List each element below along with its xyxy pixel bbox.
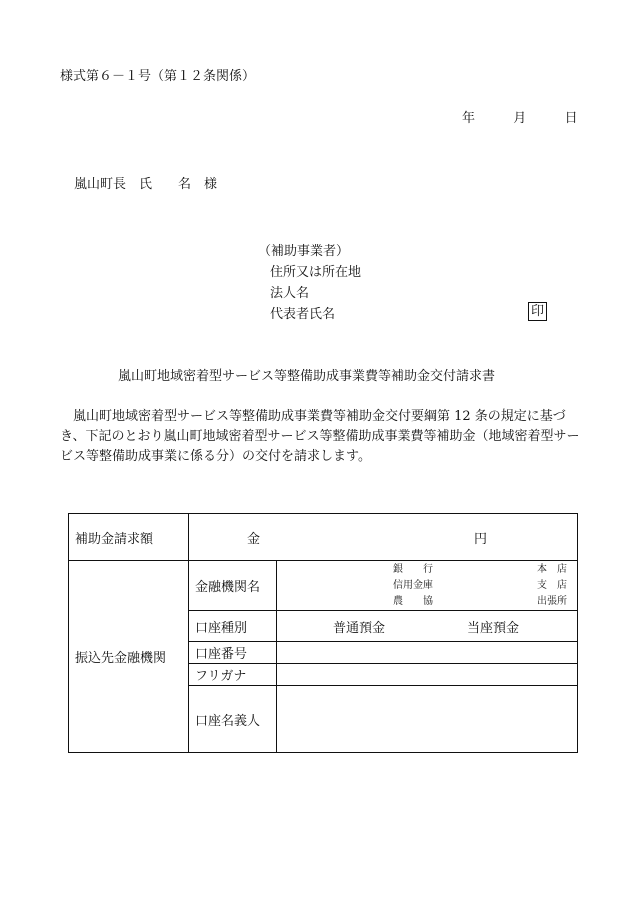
furigana-label: フリガナ [189,664,277,686]
applicant-heading: （補助事業者） [258,244,350,259]
institution-type: 信用金庫 [393,579,433,591]
date-line [462,112,578,125]
bank-section-label: 振込先金融機関 [69,561,189,753]
address-label: 住所又は所在地 [270,265,362,280]
branch-type: 出張所 [537,595,567,607]
furigana-cell[interactable] [277,664,578,686]
account-type-ordinary[interactable]: 普通預金 [333,620,386,636]
account-holder-label: 口座名義人 [189,686,277,753]
date-year: 年 [462,111,476,126]
amount-label: 補助金請求額 [69,514,189,561]
document-title: 嵐山町地域密着型サービス等整備助成事業費等補助金交付請求書 [118,369,496,384]
account-type-cell[interactable] [277,611,578,642]
institution-label: 金融機関名 [189,561,277,611]
institution-type: 銀 行 [393,563,433,575]
institution-cell[interactable] [277,561,578,611]
account-number-label: 口座番号 [189,642,277,664]
request-table [68,513,578,753]
amount-unit: 円 [474,531,488,547]
institution-types [393,562,433,610]
date-month: 月 [513,111,527,126]
seal-mark: 印 [528,302,547,321]
branch-type: 支 店 [537,579,567,591]
applicant-block [258,241,361,325]
addressee: 嵐山町長 氏 名 様 [74,177,218,192]
form-number: 様式第６－１号（第１２条関係） [60,69,256,84]
amount-prefix: 金 [247,531,261,547]
branch-type: 本 店 [537,563,567,575]
institution-type: 農 協 [393,595,433,607]
representative-label: 代表者氏名 [270,307,336,322]
body-paragraph: 嵐山町地域密着型サービス等整備助成事業費等補助金交付要綱第 12 条の規定に基づき、下記のとおり嵐山町地域密着型サービス等整備助成事業費等補助金（地域密着型サービス等整備助成事業に係る分）の交付を請求します。 [60,409,580,464]
account-number-cell[interactable] [277,642,578,664]
account-type-current[interactable]: 当座預金 [467,620,520,636]
amount-cell[interactable] [189,514,578,561]
amount-row [69,514,578,561]
body-text [60,407,580,467]
corporation-label: 法人名 [270,286,310,301]
branch-types [537,562,567,610]
account-holder-cell[interactable] [277,686,578,753]
account-type-label: 口座種別 [189,611,277,642]
institution-row [69,561,578,611]
date-day: 日 [564,111,578,126]
